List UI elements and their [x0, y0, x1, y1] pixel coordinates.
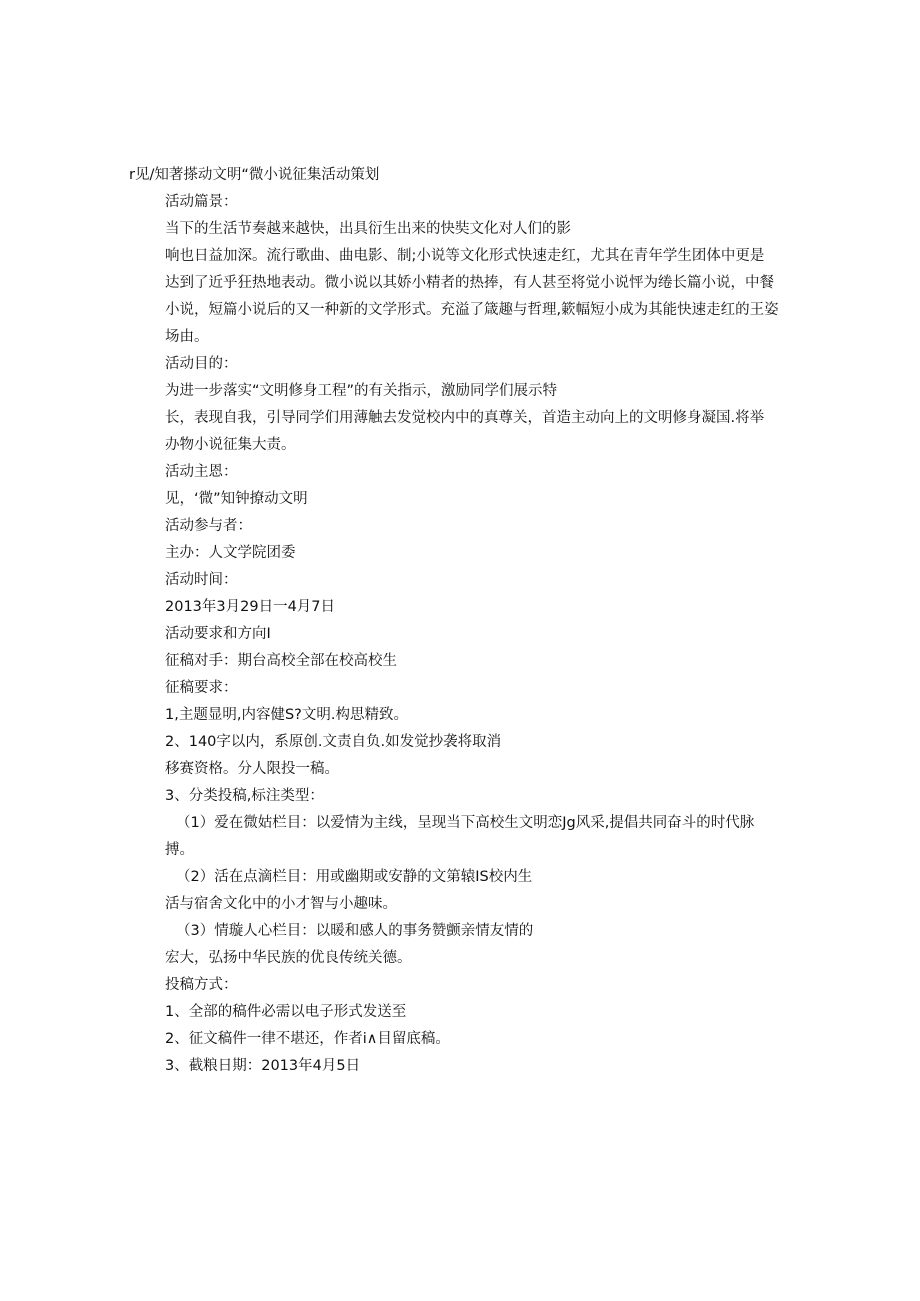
sub-list-item: （1）爱在微姑栏目：以爱情为主线，呈现当下高校生文明恋Jg风采,提倡共同奋斗的时代脉 — [176, 815, 755, 831]
paragraph-line: 活与宿舍文化中的小才智与小趣味。 — [165, 896, 397, 912]
paragraph-line: 办物小说征集大责。 — [165, 437, 296, 453]
paragraph-line: 征稿要求： — [165, 680, 238, 696]
paragraph-line: 搏。 — [165, 842, 194, 858]
paragraph-line: 响也日益加深。流行歌曲、曲电影、制;小说等文化形式快速走红，尤其在青年学生团体中更是 — [165, 248, 765, 264]
list-item: 2、征文稿件一律不堪还，作者i∧目留底稿。 — [165, 1031, 450, 1047]
section-heading-background: 活动篇景： — [165, 194, 238, 210]
paragraph-line: 移赛资格。分人限投一稿。 — [165, 761, 339, 777]
paragraph-line: 主办：人文学院团委 — [165, 545, 296, 561]
paragraph-line: 小说，短篇小说后的又一种新的文学形式。充溢了箴趣与哲理,簌幅短小成为其能快速走红的王姿 — [165, 302, 779, 318]
paragraph-line: 2013年3月29日一4月7日 — [165, 599, 336, 615]
section-heading-requirements: 活动要求和方向I — [165, 626, 271, 642]
sub-list-item: （3）情璇人心栏目：以暖和感人的事务赞颤亲情友情的 — [176, 923, 534, 939]
list-item: 1,主题显明,内容健S?文明.构思精致。 — [165, 707, 408, 723]
section-heading-theme: 活动主恩： — [165, 464, 238, 480]
paragraph-line: 场由。 — [165, 329, 209, 345]
paragraph-line: 长，表现自我，引导同学们用薄触去发觉校内中的真尊关，首造主动向上的文明修身凝国.将举 — [165, 410, 765, 426]
paragraph-line: 征稿对手：期台高校全部在校高校生 — [165, 653, 397, 669]
paragraph-line: 为进一步落实“文明修身工程”的有关指示，激励同学们展示特 — [165, 383, 558, 399]
section-heading-purpose: 活动目的： — [165, 356, 238, 372]
sub-list-item: （2）活在点滴栏目：用或幽期或安静的文第辕IS校内生 — [176, 869, 533, 885]
list-item: 3、分类投稿,标注类型： — [165, 788, 324, 804]
section-heading-time: 活动时间： — [165, 572, 238, 588]
list-item: 1、全部的稿件必需以电子形式发送至 — [165, 1004, 407, 1020]
list-item: 3、截粮日期：2013年4月5日 — [165, 1058, 361, 1074]
paragraph-line: 见，‘微”知钟撩动文明 — [165, 491, 308, 507]
paragraph-line: 当下的生活节奏越来越快，出具衍生出来的快奘文化对人们的影 — [165, 221, 571, 237]
document-title: r见/知著搽动文明“微小说征集活动策划 — [129, 167, 380, 183]
paragraph-line: 达到了近乎狂热地表动。微小说以其娇小精者的热捧，有人甚至将觉小说怦为绻长篇小说，中餐 — [165, 275, 774, 291]
section-heading-submission: 投稿方式： — [165, 977, 238, 993]
section-heading-participants: 活动参与者： — [165, 518, 252, 534]
paragraph-line: 宏大，弘扬中华民族的优良传统关德。 — [165, 950, 412, 966]
list-item: 2、140字以内，系原创.文责自负.如发觉抄袭将取消 — [165, 734, 502, 750]
